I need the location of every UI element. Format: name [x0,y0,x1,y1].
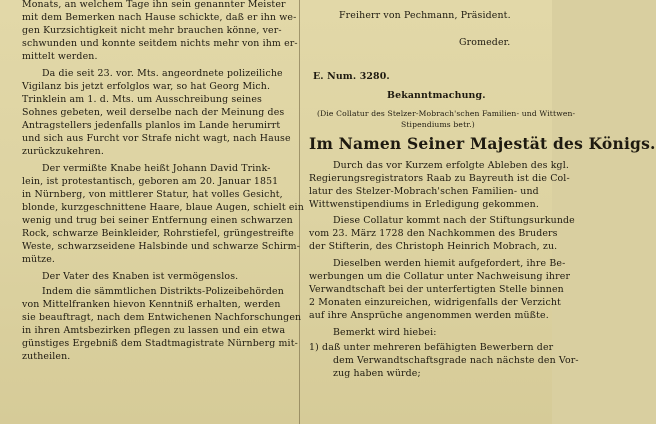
text-line: Verwandtschaft bei der unterfertigten Stelle binnen [309,284,564,295]
text-line: Regierungsregistrators Raab zu Bayreuth ist die Col- [309,173,570,184]
notice-subtitle-line: (Die Collatur des Stelzer-Mobrach'schen Familien- und Wittwen- [317,109,576,118]
text-line: dem Verwandtschaftsgrade nach nächste den Vor- [333,355,579,366]
text-line: Trinklein am 1. d. Mts. um Ausschreibung seines [22,94,263,105]
text-line: zug haben würde; [333,368,421,379]
notice-number: E. Num. 3280. [313,71,390,82]
text-line: latur des Stelzer-Mobrach'schen Familien- und [309,186,539,197]
proclamation-heading: Im Namen Seiner Majestät des Königs. [309,134,656,153]
text-line: Rock, schwarze Beinkleider, Rohrstiefel, grüngestreifte [22,228,294,239]
text-line: Durch das vor Kurzem erfolgte Ableben des kgl. [333,160,569,171]
text-line: auf ihre Ansprüche angenommen werden müßte. [309,310,549,321]
text-line: Dieselben werden hiemit aufgefordert, ihre Be- [333,258,566,269]
text-line: Indem die sämmtlichen Distrikts-Polizeibehörden [42,286,284,297]
text-line: und sich aus Furcht vor Strafe nicht wagt, nach Hause [22,133,291,144]
text-line: der Stifterin, des Christoph Heinrich Mobrach, zu. [309,241,558,252]
text-line: in Nürnberg, von mittlerer Statur, hat volles Gesicht, [22,189,283,200]
notice-title: Bekanntmachung. [387,90,486,101]
text-line: Antragstellers jedenfalls planlos im Lande herumirrt [22,120,281,131]
text-line: Vigilanz bis jetzt erfolglos war, so hat Georg Mich. [22,81,271,92]
text-line: Monats, an welchem Tage ihn sein genannter Meister [22,0,286,10]
text-line: werbungen um die Collatur unter Nachweisung ihrer [309,271,571,282]
text-line: von Mittelfranken hievon Kenntniß erhalten, werden [22,299,281,310]
text-line: Der Vater des Knaben ist vermögenslos. [42,271,239,282]
text-line: Der vermißte Knabe heißt Johann David Trink- [42,163,271,174]
text-line: 2 Monaten einzureichen, widrigenfalls der Verzicht [309,297,561,308]
text-line: wenig und trug bei seiner Entfernung einen schwarzen [22,215,293,226]
text-line: blonde, kurzgeschnittene Haare, blaue Augen, schielt ein [22,202,304,213]
text-line: Diese Collatur kommt nach der Stiftungsurkunde [333,215,575,226]
text-line: Wittwenstipendiums in Erledigung gekommen. [309,199,539,210]
text-line: Sohnes gebeten, weil derselbe nach der Meinung des [22,107,285,118]
text-line: mit dem Bemerken nach Hause schickte, daß er ihn we- [22,12,297,23]
text-line: mütze. [22,254,56,265]
text-line: Da die seit 23. vor. Mts. angeordnete polizeiliche [42,68,283,79]
text-line: mittelt werden. [22,51,98,62]
text-line: sie beauftragt, nach dem Entwichenen Nachforschungen [22,312,302,323]
text-line: 1) daß unter mehreren befähigten Bewerbern der [309,342,554,353]
notice-subtitle-line: Stipendiums betr.) [401,120,475,129]
text-line: zutheilen. [22,351,71,362]
text-line: lein, ist protestantisch, geboren am 20. Januar 1851 [22,176,279,187]
text-line: in ihren Amtsbezirken pflegen zu lassen und ein etwa [22,325,286,336]
text-line: zurückzukehren. [22,146,104,157]
text-line: schwunden und konnte seitdem nichts mehr von ihm er- [22,38,298,49]
text-line: Weste, schwarzseidene Halsbinde und schwarze Schirm- [22,241,301,252]
signature-line: Freiherr von Pechmann, Präsident. [339,10,511,21]
text-line: günstiges Ergebniß dem Stadtmagistrate Nürnberg mit- [22,338,298,349]
text-line: gen Kurzsichtigkeit nicht mehr brauchen könne, ver- [22,25,282,36]
text-line: vom 23. März 1728 den Nachkommen des Bruders [309,228,558,239]
secretary-name: Gromeder. [459,37,511,48]
right-column [309,0,656,424]
text-line: Bemerkt wird hiebei: [333,327,437,338]
